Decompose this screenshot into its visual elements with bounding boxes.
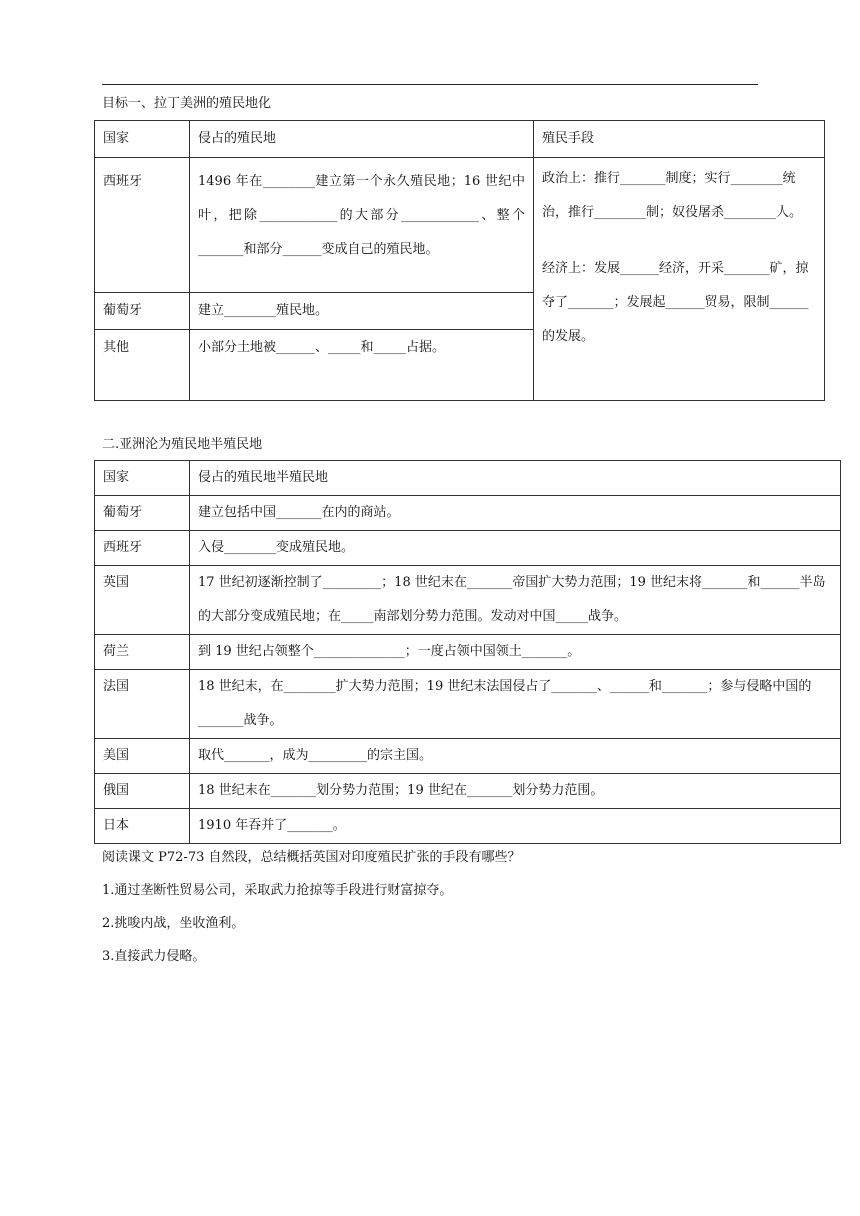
- asia-table: [94, 460, 841, 844]
- text-cell: 1910 年吞并了_______。: [190, 809, 841, 844]
- text-cell: 17 世纪初逐渐控制了_________；18 世纪末在_______帝国扩大势力范围；19 世纪末将_______和______半岛的大部分变成殖民地；在_____南部划分势力范围。发动对中国_____战争。: [190, 566, 841, 635]
- country-cell: 其他: [95, 330, 190, 401]
- colony-cell: 建立________殖民地。: [190, 293, 534, 330]
- header-country: 国家: [95, 121, 190, 158]
- table-header-row: [95, 121, 825, 158]
- means-cell: [534, 158, 825, 401]
- reading-answer: 3.直接武力侵略。: [102, 949, 206, 964]
- table-row: [95, 809, 841, 844]
- header-colony: 侵占的殖民地: [190, 121, 534, 158]
- section2-title: 二.亚洲沦为殖民地半殖民地: [102, 437, 263, 452]
- header-colony: 侵占的殖民地半殖民地: [190, 461, 841, 496]
- country-cell: 美国: [95, 739, 190, 774]
- country-cell: 法国: [95, 670, 190, 739]
- table-row: [95, 774, 841, 809]
- country-cell: 日本: [95, 809, 190, 844]
- country-cell: 西班牙: [95, 531, 190, 566]
- latin-america-table: [94, 120, 825, 401]
- reading-answer: 2.挑唆内战，坐收渔利。: [102, 916, 245, 931]
- country-cell: 荷兰: [95, 635, 190, 670]
- header-means: 殖民手段: [534, 121, 825, 158]
- header-country: 国家: [95, 461, 190, 496]
- table-row: [95, 158, 825, 293]
- table-row: [95, 496, 841, 531]
- table-row: [95, 531, 841, 566]
- country-cell: 英国: [95, 566, 190, 635]
- text-cell: 建立包括中国_______在内的商站。: [190, 496, 841, 531]
- colony-cell: 1496 年在________建立第一个永久殖民地；16 世纪中叶，把除____________的大部分____________、整个_______和部分______变成自己的殖民地。: [190, 158, 534, 293]
- colony-cell: 小部分土地被______、_____和_____占据。: [190, 330, 534, 401]
- section1-title: 目标一、拉丁美洲的殖民地化: [102, 96, 272, 111]
- table-row: [95, 670, 841, 739]
- table-row: [95, 635, 841, 670]
- text-cell: 18 世纪末在_______划分势力范围；19 世纪在_______划分势力范围。: [190, 774, 841, 809]
- reading-answer: 1.通过垄断性贸易公司，采取武力抢掠等手段进行财富掠夺。: [102, 883, 453, 898]
- means-economic: 经济上：发展______经济，开采_______矿，掠夺了_______；发展起______贸易，限制______的发展。: [542, 261, 809, 344]
- reading-prompt: 阅读课文 P72-73 自然段，总结概括英国对印度殖民扩张的手段有哪些？: [102, 850, 521, 865]
- country-cell: 葡萄牙: [95, 496, 190, 531]
- country-cell: 西班牙: [95, 158, 190, 293]
- country-cell: 俄国: [95, 774, 190, 809]
- text-cell: 到 19 世纪占领整个______________；一度占领中国领土_______。: [190, 635, 841, 670]
- text-cell: 取代_______，成为_________的宗主国。: [190, 739, 841, 774]
- country-cell: 葡萄牙: [95, 293, 190, 330]
- header-rule: [102, 84, 758, 85]
- table-header-row: [95, 461, 841, 496]
- table-row: [95, 739, 841, 774]
- table-row: [95, 566, 841, 635]
- text-cell: 入侵________变成殖民地。: [190, 531, 841, 566]
- text-cell: 18 世纪末，在________扩大势力范围；19 世纪末法国侵占了_______、______和_______；参与侵略中国的_______战争。: [190, 670, 841, 739]
- means-political: 政治上：推行_______制度；实行________统治，推行________制；奴役屠杀________人。: [542, 171, 803, 220]
